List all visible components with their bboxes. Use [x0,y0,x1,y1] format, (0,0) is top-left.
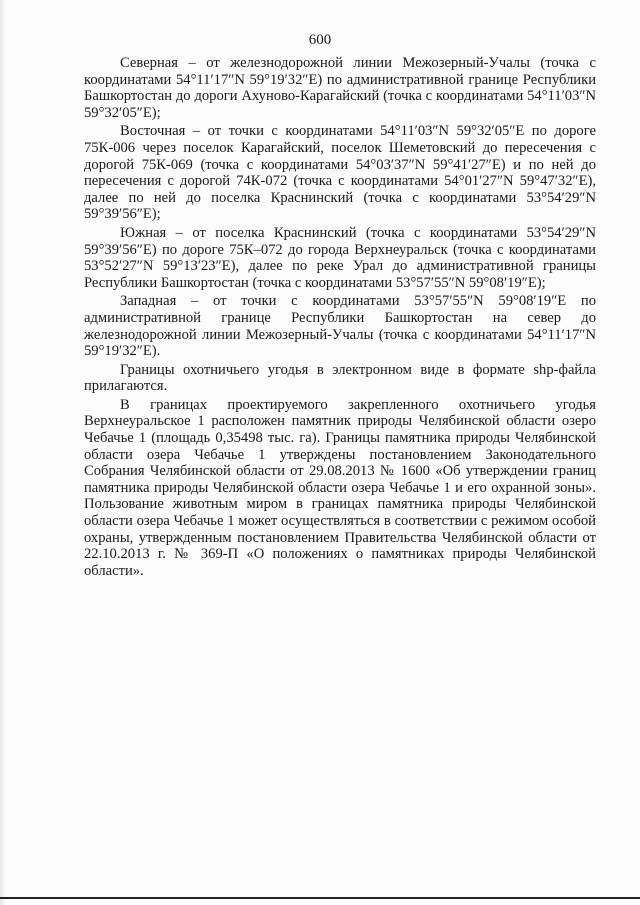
paragraph-nature-monument: В границах проектируемого закрепленного охотничьего угодья Верхнеуральское 1 расположен памятник природы Челябинской области озеро Чебачье 1 (площадь 0,35498 тыс. га). Границы памятника природы Челябинской области озера Чебачье 1 утверждены постановлением Законодательного Собрания Челябинской области от 29.08.2013 № 1600 «Об утверждении границ памятника природы Челябинской области озера Чебачье 1 и его охранной зоны». Пользование животным миром в границах памятника природы Челябинской области озера Чебачье 1 может осуществляться в соответствии с режимом особой охраны, утвержденным постановлением Правительства Челябинской области от 22.10.2013 г. № 369-П «О положениях о памятниках природы Челябинской области». [84,396,596,579]
paragraph-north-boundary: Северная – от железнодорожной линии Межозерный-Учалы (точка с координатами 54°11′17″N 59°19′32″E) по административной границе Республики Башкортостан до дороги Ахуново-Карагайский (точка с координатами 54°11′03″N 59°32′05″E); [84,55,596,121]
scan-edge-shadow [0,0,6,905]
bottom-scan-border [0,897,640,899]
paragraph-south-boundary: Южная – от поселка Краснинский (точка с координатами 53°54′29″N 59°39′56″E) по дороге 75К–072 до города Верхнеуральск (точка с координатами 53°52′27″N 59°13′23″E), далее по реке Урал до административной границы Республики Башкортостан (точка с координатами 53°57′55″N 59°08′19″E); [84,224,596,291]
paragraph-shp-file-note: Границы охотничьего угодья в электронном виде в формате shp-файла прилагаются. [84,361,596,395]
paragraph-west-boundary: Западная – от точки с координатами 53°57′55″N 59°08′19″E по административной границе Республики Башкортостан на север до железнодорожной линии Межозерный-Учалы (точка с координатами 54°11′17″N 59°19′32″E). [84,293,596,360]
paragraph-east-boundary: Восточная – от точки с координатами 54°11′03″N 59°32′05″E по дороге 75К-006 через поселок Карагайский, поселок Шеметовский до пересечения с дорогой 75К-069 (точка с координатами 54°03′37″N 59°41′27″E) и по ней до пересечения с дорогой 74К-072 (точка с координатами 54°01′27″N 59°47′32″E), далее по ней до поселка Краснинский (точка с координатами 53°54′29″N 59°39′56″E); [84,123,596,223]
page-number: 600 [308,32,332,48]
document-body [84,55,596,580]
